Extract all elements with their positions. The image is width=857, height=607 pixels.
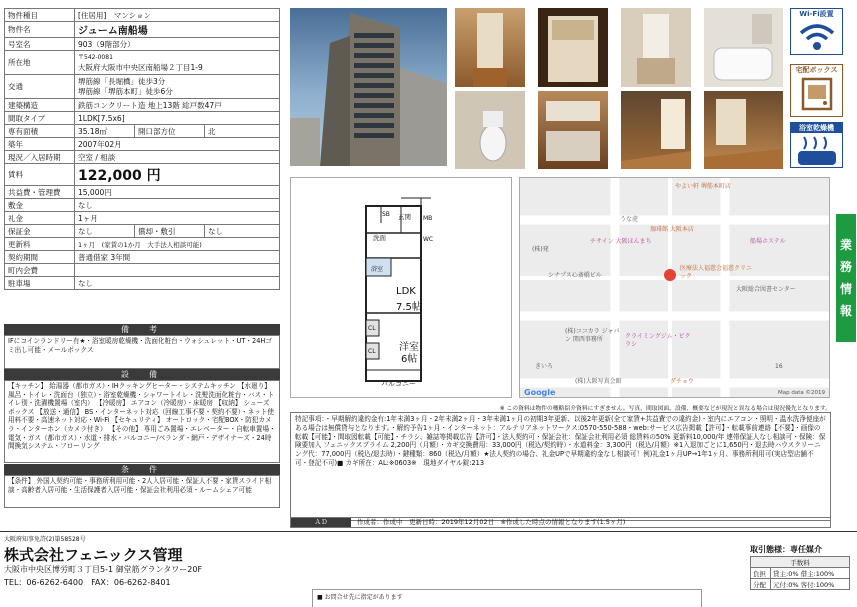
property-spec-table	[4, 8, 280, 290]
spec-value: 903（9階部分）	[75, 38, 280, 51]
spec-label: 開口部方位	[135, 125, 205, 138]
google-logo: Google	[524, 388, 556, 397]
spec-row	[5, 75, 280, 99]
spec-row	[5, 138, 280, 151]
bathroom-dryer-icon	[790, 122, 843, 168]
spec-value: 1LDK[7.5x6]	[75, 112, 280, 125]
company-phone: TEL：06-6262-6400 FAX：06-6262-8401	[4, 578, 171, 587]
map-copyright: Map data ©2019	[778, 390, 825, 396]
ad-row	[290, 517, 831, 528]
fp-balcony: バルコニー	[381, 380, 416, 388]
spec-row	[5, 151, 280, 164]
spec-label: 町内会費	[5, 264, 75, 277]
footer-divider	[0, 531, 857, 532]
map-label: クライミングジム・ビクラシ	[625, 333, 691, 348]
spec-value: 普通借家 3年間	[75, 251, 280, 264]
kitchen-photo	[538, 91, 608, 169]
spec-value: 1ヶ月 (家賃の1か月 大手法人相談可能)	[75, 238, 280, 251]
disclaimer-note: ※ この資料は物件の概略紹介資料にすぎません。写真、間取図面、設備、概要などが現況と異なる場合は現況優先となります。	[499, 406, 831, 412]
spec-row	[5, 212, 280, 225]
conditions-text: 【条件】 外国人契約可能・事務所利用可能・2人入居可能・保証人不要・家賃スライド相談・高齢者入居可能・生活保護者入居可能・保証会社利用必須・ルームシェア可能	[4, 475, 280, 508]
spec-value	[75, 51, 280, 75]
company-address: 大阪市中央区博労町３丁目5-1 御堂筋グランタワー20F	[4, 565, 203, 574]
spec-row	[5, 125, 280, 138]
spec-label: 賃料	[5, 164, 75, 186]
business-info-tab[interactable]: 業務情報	[836, 214, 856, 342]
remarks-text: IFにコインランドリー有★・浴室暖房乾燥機・洗面化粧台・ウォシュレット・UT・24Hゴミ出し可能・メールボックス	[4, 335, 280, 369]
fp-ldk-size: 7.5帖	[396, 302, 422, 313]
transaction-type: 取引態様：専任媒介	[750, 545, 822, 554]
map-label: チサイン 大阪ほんまち	[590, 238, 652, 245]
spec-value: 35.18㎡	[75, 125, 135, 138]
spec-value: なし	[75, 225, 135, 238]
wifi-icon	[790, 8, 843, 55]
wifi-label: Wi-Fi設置	[799, 10, 834, 18]
spec-label: 交通	[5, 75, 75, 99]
company-name: 株式会社フェニックス管理	[4, 546, 183, 564]
map-label: 医療法人福慈会福慈クリニック	[680, 265, 752, 280]
entrance-photo	[455, 8, 525, 87]
spec-row	[5, 238, 280, 251]
fee-label: 負担	[751, 568, 771, 579]
property-name: ジューム南船場	[75, 22, 280, 38]
spec-value: なし	[205, 225, 280, 238]
postal-code: 〒542-0081	[78, 53, 113, 61]
spec-value: 北	[205, 125, 280, 138]
spec-value: 1ヶ月	[75, 212, 280, 225]
special-notes-text: 特記事項：・早期解約違約金有:1年未満3ヶ月・2年未満2ヶ月・3年未満1ヶ月の初期3年更新、以後2年更新(全て家賃+共益費での違約金)・室内にエアコン・照明・温水洗浄便座がある場合は無償貸与となります。・解約予告1ヶ月・インターネット：アルテリアネットワークス:0570-550-588・web:サービス広告掲載【許可】・転載事前連絡【不要】・画像の転載【可能】・間取図転載【可能】・チラシ、雑誌等掲載広告【許可】・法人契約可・保証会社：保証会社利用必須 総賃料の50% 更新料10,000/年 連帯保証人なし相談可・保険：保険要加入 フェニックスプライム 2,200円（月額）・カギ交換費用：33,000円（税込/契約時）・水道料金：3,300円（税込/月額）※1入退加ごとに1,650円・退去時ハウスクリーニング代：77,000円（税込/退去時）・鍵種類：860（税込/月額）★法人契約の場合、礼金UPで早期違約金なし相談可！例)礼金1ヶ月UP→1年1ヶ月、事務所利用可(実店型店舗不可・登記不可)■ カギ所在：AL:※0603※ 現地ダイヤル錠:213	[295, 415, 826, 467]
spec-row	[5, 38, 280, 51]
map-label: (株)ココカラ ジャパン 関西事務所	[565, 328, 620, 343]
spec-label: 敷金	[5, 199, 75, 212]
washroom-photo	[621, 8, 691, 87]
living-room-photo	[621, 91, 691, 169]
spec-label: 現況／入居時期	[5, 151, 75, 164]
spec-value: 鉄筋コンクリート造 地上13階 総戸数47戸	[75, 99, 280, 112]
map-label: ダチョウ	[670, 378, 694, 385]
fee-value: 貸主:0% 借主:100%	[771, 568, 850, 579]
delivery-box-icon	[790, 64, 843, 117]
spec-label: 更新料	[5, 238, 75, 251]
spec-row	[5, 99, 280, 112]
spec-row	[5, 22, 280, 38]
fee-table	[750, 556, 850, 590]
storage-photo	[538, 8, 608, 87]
equipment-text: 【キッチン】 給湯器（都市ガス）・IHクッキングヒーター・システムキッチン 【水廻り】 風呂・トイレ・洗面台（独立）・浴室乾燥機・シャワートイレ・洗髪洗面化粧台・バス・トイレ別・洗濯機置場（室内） 【冷暖房】 エアコン（冷暖房）・床暖房 【収納】 シューズボックス 【放送・通信】 BS・インターネット対応（回線工事不要・契約不要）・ネット使用料不要・高速ネット対応・Wi-Fi 【セキュリティ】 オートロック・宅配BOX・防犯カメラ・インターホン（カメラ付き） 【その他】 専用ごみ置場・エレベーター・自転車置場・電気・ガス（都市ガス）・水道・排水・バルコニー/ベランダ・網戸・デザイナーズ・24時間換気システム・フローリング	[4, 380, 280, 463]
fp-western-room: 洋室	[399, 342, 419, 353]
spec-row	[5, 186, 280, 199]
fp-bath: 浴室	[371, 266, 384, 273]
map-label: (株)大阪写真会館	[575, 378, 622, 385]
spec-row	[5, 264, 280, 277]
bedroom-photo	[704, 91, 783, 169]
fp-senmen: 洗面	[373, 234, 386, 242]
spec-value: [住居用] マンション	[75, 9, 280, 22]
license-number: 大阪府知事免許(2)第58528号	[4, 536, 86, 543]
spec-label: 号室名	[5, 38, 75, 51]
spec-value: 15,000円	[75, 186, 280, 199]
spec-label: 所在地	[5, 51, 75, 75]
bathroom-dryer-label: 浴室乾燥機	[791, 123, 842, 133]
spec-row	[5, 9, 280, 22]
spec-label: 礼金	[5, 212, 75, 225]
spec-label: 専有面積	[5, 125, 75, 138]
spec-value	[75, 75, 280, 99]
ad-label: ＡＤ	[291, 518, 351, 527]
conditions-header: 条 件	[4, 464, 280, 475]
ad-value: 作成者：作成中 更新日時：2019年12月02日 ※作成した時点の情報となります(1.5ヶ月)	[357, 518, 626, 526]
toilet-photo	[455, 91, 525, 169]
spec-row	[5, 277, 280, 290]
bathroom-photo	[704, 8, 783, 87]
fp-cl-2: CL	[368, 348, 376, 355]
remarks-header: 備 考	[4, 324, 280, 335]
fee-value: 元付:0% 客付:100%	[771, 579, 850, 590]
special-notes	[290, 412, 831, 521]
spec-value: 空室 / 相談	[75, 151, 280, 164]
fee-label: 分配	[751, 579, 771, 590]
fp-western-room-size: 6帖	[401, 354, 418, 365]
address: 大阪府大阪市中央区南船場２丁目1-9	[78, 62, 203, 72]
access-2: 堺筋線「堺筋本町」徒歩6分	[78, 86, 173, 96]
delivery-box-label: 宅配ボックス	[795, 66, 838, 74]
floor-plan	[290, 177, 512, 398]
spec-row	[5, 199, 280, 212]
map-label: うな虎	[620, 216, 639, 223]
location-map	[519, 177, 830, 398]
spec-row	[5, 112, 280, 125]
spec-label: 共益費・管理費	[5, 186, 75, 199]
access-1: 堺筋線「長堀橋」徒歩3分	[78, 76, 166, 86]
spec-label: 間取タイプ	[5, 112, 75, 125]
spec-label: 物件種目	[5, 9, 75, 22]
spec-label: 物件名	[5, 22, 75, 38]
fp-cl-1: CL	[368, 325, 376, 332]
spec-row	[5, 164, 280, 186]
equipment-header: 設 備	[4, 369, 280, 380]
inquiry-box: ■ お問合せ先に指定があります	[312, 589, 702, 607]
map-label: 珈琲館 大阪本店	[650, 226, 694, 233]
spec-label: 築年	[5, 138, 75, 151]
spec-row	[5, 251, 280, 264]
spec-value: なし	[75, 199, 280, 212]
map-label: きいろ	[535, 363, 554, 370]
fp-sb: SB	[382, 211, 390, 218]
spec-label: 駐車場	[5, 277, 75, 290]
spec-label: 償却・敷引	[135, 225, 205, 238]
map-label: 船場ホステル	[750, 238, 786, 245]
fp-mb: MB	[423, 215, 433, 222]
spec-label: 契約期間	[5, 251, 75, 264]
map-label: シナプス心斎橋ビル	[548, 272, 602, 279]
spec-label: 建築構造	[5, 99, 75, 112]
spec-value: 2007年02月	[75, 138, 280, 151]
rent-value: 122,000 円	[75, 164, 280, 186]
fp-genkan: 玄関	[398, 213, 411, 221]
fee-row	[751, 568, 850, 579]
fee-header: 手数料	[751, 557, 850, 568]
fp-wc: WC	[423, 236, 434, 243]
map-label: 16	[775, 363, 783, 370]
fp-ldk: LDK	[396, 286, 416, 297]
spec-value: なし	[75, 277, 280, 290]
spec-row	[5, 51, 280, 75]
spec-label: 保証金	[5, 225, 75, 238]
fee-row	[751, 557, 850, 568]
map-label: (株)発	[532, 246, 549, 253]
fee-row	[751, 579, 850, 590]
map-label: 大阪総合図書センター	[736, 286, 796, 293]
spec-row	[5, 225, 280, 238]
spec-value	[75, 264, 280, 277]
map-label: やよい軒 堺筋本町店	[675, 183, 731, 190]
building-exterior-photo	[290, 8, 447, 166]
